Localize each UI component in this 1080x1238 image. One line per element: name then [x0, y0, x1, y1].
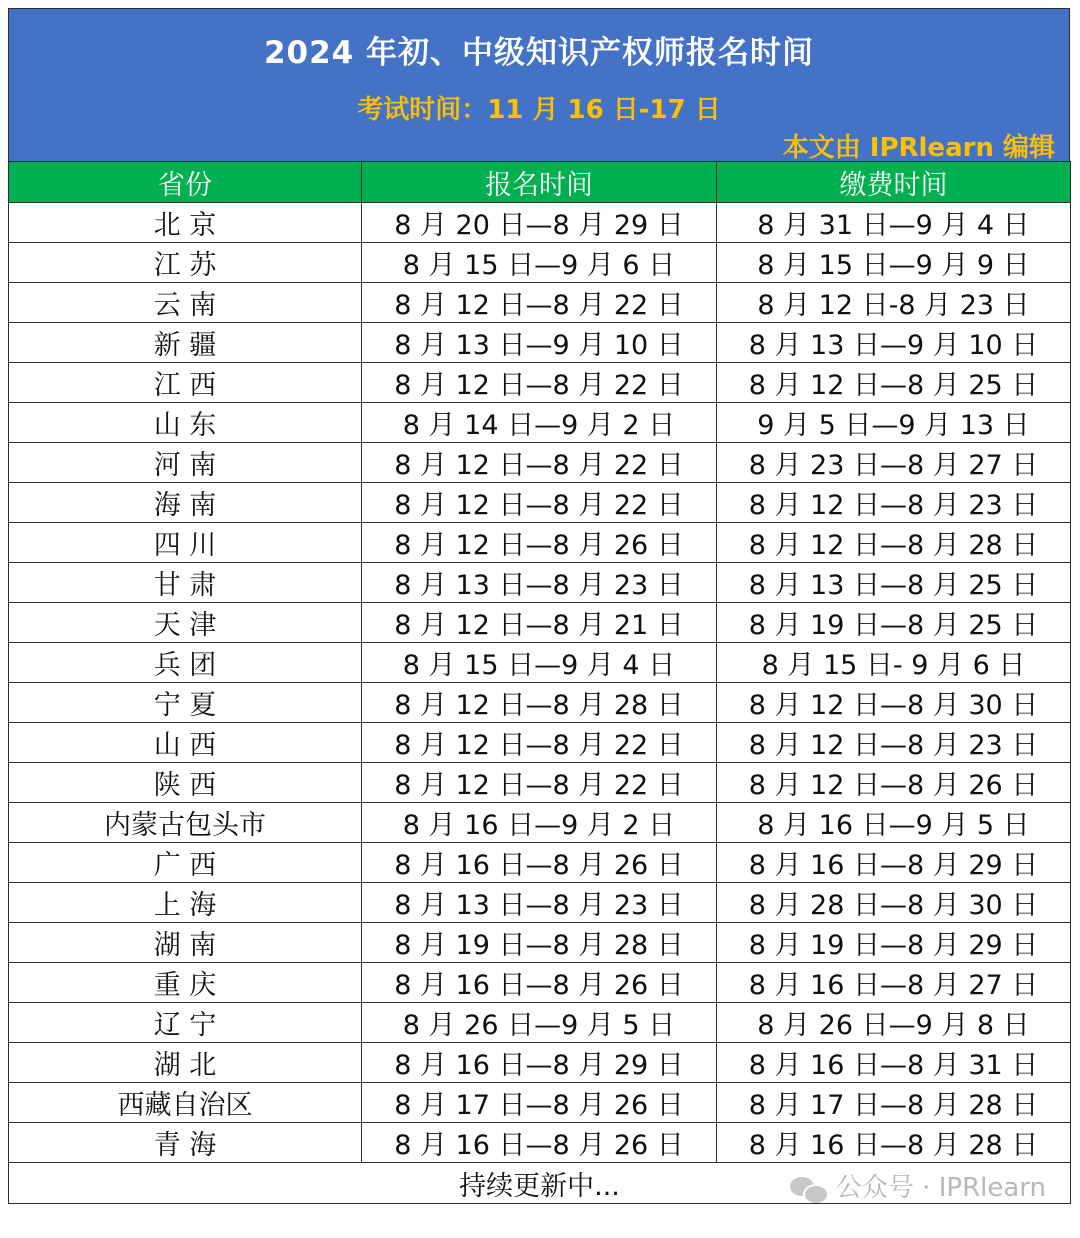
- table-row: [9, 923, 1071, 963]
- payment-period-cell: 8 月 19 日—8 月 29 日: [717, 923, 1071, 963]
- registration-period-cell: 8 月 12 日—8 月 22 日: [362, 723, 717, 763]
- table-row: [9, 683, 1071, 723]
- table-row: [9, 643, 1071, 683]
- table-row: [9, 1043, 1071, 1083]
- payment-period-cell: 8 月 16 日—8 月 29 日: [717, 843, 1071, 883]
- document-header: [8, 8, 1070, 161]
- update-note: 持续更新中...: [459, 1170, 620, 1202]
- schedule-table: [8, 161, 1071, 1204]
- payment-period-cell: 8 月 26 日—9 月 8 日: [717, 1003, 1071, 1043]
- table-row: [9, 763, 1071, 803]
- table-row: [9, 883, 1071, 923]
- registration-period-cell: 8 月 15 日—9 月 4 日: [362, 643, 717, 683]
- province-cell: 上 海: [9, 883, 362, 923]
- registration-period-cell: 8 月 12 日—8 月 22 日: [362, 443, 717, 483]
- column-header-province: 省份: [9, 162, 362, 203]
- province-cell: 青 海: [9, 1123, 362, 1163]
- registration-period-cell: 8 月 20 日—8 月 29 日: [362, 203, 717, 243]
- payment-period-cell: 8 月 16 日—8 月 31 日: [717, 1043, 1071, 1083]
- payment-period-cell: 8 月 12 日—8 月 23 日: [717, 723, 1071, 763]
- footer-cell: [9, 1163, 1071, 1204]
- table-row: [9, 723, 1071, 763]
- registration-period-cell: 8 月 13 日—8 月 23 日: [362, 883, 717, 923]
- payment-period-cell: 8 月 13 日—8 月 25 日: [717, 563, 1071, 603]
- payment-period-cell: 8 月 17 日—8 月 28 日: [717, 1083, 1071, 1123]
- payment-period-cell: 8 月 16 日—8 月 28 日: [717, 1123, 1071, 1163]
- column-header-payment: 缴费时间: [717, 162, 1071, 203]
- province-cell: 江 西: [9, 363, 362, 403]
- province-cell: 江 苏: [9, 243, 362, 283]
- payment-period-cell: 8 月 12 日—8 月 30 日: [717, 683, 1071, 723]
- payment-period-cell: 8 月 23 日—8 月 27 日: [717, 443, 1071, 483]
- table-row: [9, 1003, 1071, 1043]
- province-cell: 湖 南: [9, 923, 362, 963]
- province-cell: 甘 肃: [9, 563, 362, 603]
- page-title: 2024 年初、中级知识产权师报名时间: [263, 35, 815, 71]
- payment-period-cell: 8 月 13 日—9 月 10 日: [717, 323, 1071, 363]
- province-cell: 辽 宁: [9, 1003, 362, 1043]
- payment-period-cell: 8 月 28 日—8 月 30 日: [717, 883, 1071, 923]
- province-cell: 海 南: [9, 483, 362, 523]
- province-cell: 重 庆: [9, 963, 362, 1003]
- province-cell: 河 南: [9, 443, 362, 483]
- registration-period-cell: 8 月 16 日—8 月 26 日: [362, 1123, 717, 1163]
- registration-period-cell: 8 月 16 日—8 月 29 日: [362, 1043, 717, 1083]
- payment-period-cell: 8 月 16 日—9 月 5 日: [717, 803, 1071, 843]
- editor-credit: 本文由 IPRlearn 编辑: [782, 133, 1055, 163]
- registration-period-cell: 8 月 13 日—9 月 10 日: [362, 323, 717, 363]
- province-cell: 西藏自治区: [9, 1083, 362, 1123]
- province-cell: 广 西: [9, 843, 362, 883]
- table-row: [9, 523, 1071, 563]
- payment-period-cell: 9 月 5 日—9 月 13 日: [717, 403, 1071, 443]
- province-cell: 湖 北: [9, 1043, 362, 1083]
- province-cell: 四 川: [9, 523, 362, 563]
- province-cell: 内蒙古包头市: [9, 803, 362, 843]
- registration-period-cell: 8 月 26 日—9 月 5 日: [362, 1003, 717, 1043]
- table-row: [9, 963, 1071, 1003]
- payment-period-cell: 8 月 12 日-8 月 23 日: [717, 283, 1071, 323]
- registration-period-cell: 8 月 12 日—8 月 22 日: [362, 283, 717, 323]
- table-row: [9, 603, 1071, 643]
- registration-period-cell: 8 月 13 日—8 月 23 日: [362, 563, 717, 603]
- registration-period-cell: 8 月 19 日—8 月 28 日: [362, 923, 717, 963]
- registration-period-cell: 8 月 16 日—8 月 26 日: [362, 963, 717, 1003]
- registration-period-cell: 8 月 12 日—8 月 22 日: [362, 363, 717, 403]
- table-row: [9, 403, 1071, 443]
- registration-period-cell: 8 月 14 日—9 月 2 日: [362, 403, 717, 443]
- province-cell: 北 京: [9, 203, 362, 243]
- table-row: [9, 843, 1071, 883]
- payment-period-cell: 8 月 12 日—8 月 28 日: [717, 523, 1071, 563]
- table-row: [9, 283, 1071, 323]
- exam-date-subtitle: 考试时间：11 月 16 日-17 日: [357, 95, 721, 125]
- province-cell: 山 西: [9, 723, 362, 763]
- wechat-icon: [790, 1175, 828, 1203]
- payment-period-cell: 8 月 16 日—8 月 27 日: [717, 963, 1071, 1003]
- table-row: [9, 443, 1071, 483]
- payment-period-cell: 8 月 12 日—8 月 23 日: [717, 483, 1071, 523]
- payment-period-cell: 8 月 12 日—8 月 25 日: [717, 363, 1071, 403]
- registration-period-cell: 8 月 12 日—8 月 26 日: [362, 523, 717, 563]
- payment-period-cell: 8 月 15 日- 9 月 6 日: [717, 643, 1071, 683]
- province-cell: 陕 西: [9, 763, 362, 803]
- table-row: [9, 363, 1071, 403]
- registration-period-cell: 8 月 16 日—9 月 2 日: [362, 803, 717, 843]
- payment-period-cell: 8 月 19 日—8 月 25 日: [717, 603, 1071, 643]
- province-cell: 新 疆: [9, 323, 362, 363]
- province-cell: 山 东: [9, 403, 362, 443]
- table-row: [9, 1123, 1071, 1163]
- registration-period-cell: 8 月 12 日—8 月 22 日: [362, 763, 717, 803]
- payment-period-cell: 8 月 15 日—9 月 9 日: [717, 243, 1071, 283]
- table-row: [9, 323, 1071, 363]
- watermark: [790, 1167, 1046, 1204]
- registration-period-cell: 8 月 12 日—8 月 22 日: [362, 483, 717, 523]
- province-cell: 宁 夏: [9, 683, 362, 723]
- table-row: [9, 803, 1071, 843]
- payment-period-cell: 8 月 12 日—8 月 26 日: [717, 763, 1071, 803]
- column-header-registration: 报名时间: [362, 162, 717, 203]
- registration-schedule: [8, 8, 1070, 1204]
- registration-period-cell: 8 月 16 日—8 月 26 日: [362, 843, 717, 883]
- province-cell: 兵 团: [9, 643, 362, 683]
- province-cell: 天 津: [9, 603, 362, 643]
- table-row: [9, 483, 1071, 523]
- payment-period-cell: 8 月 31 日—9 月 4 日: [717, 203, 1071, 243]
- registration-period-cell: 8 月 12 日—8 月 21 日: [362, 603, 717, 643]
- registration-period-cell: 8 月 12 日—8 月 28 日: [362, 683, 717, 723]
- table-row: [9, 563, 1071, 603]
- table-row: [9, 203, 1071, 243]
- registration-period-cell: 8 月 17 日—8 月 26 日: [362, 1083, 717, 1123]
- footer-row: [9, 1163, 1071, 1204]
- table-row: [9, 243, 1071, 283]
- registration-period-cell: 8 月 15 日—9 月 6 日: [362, 243, 717, 283]
- watermark-text: 公众号 · IPRlearn: [835, 1173, 1046, 1203]
- column-header-row: [9, 162, 1071, 203]
- table-row: [9, 1083, 1071, 1123]
- province-cell: 云 南: [9, 283, 362, 323]
